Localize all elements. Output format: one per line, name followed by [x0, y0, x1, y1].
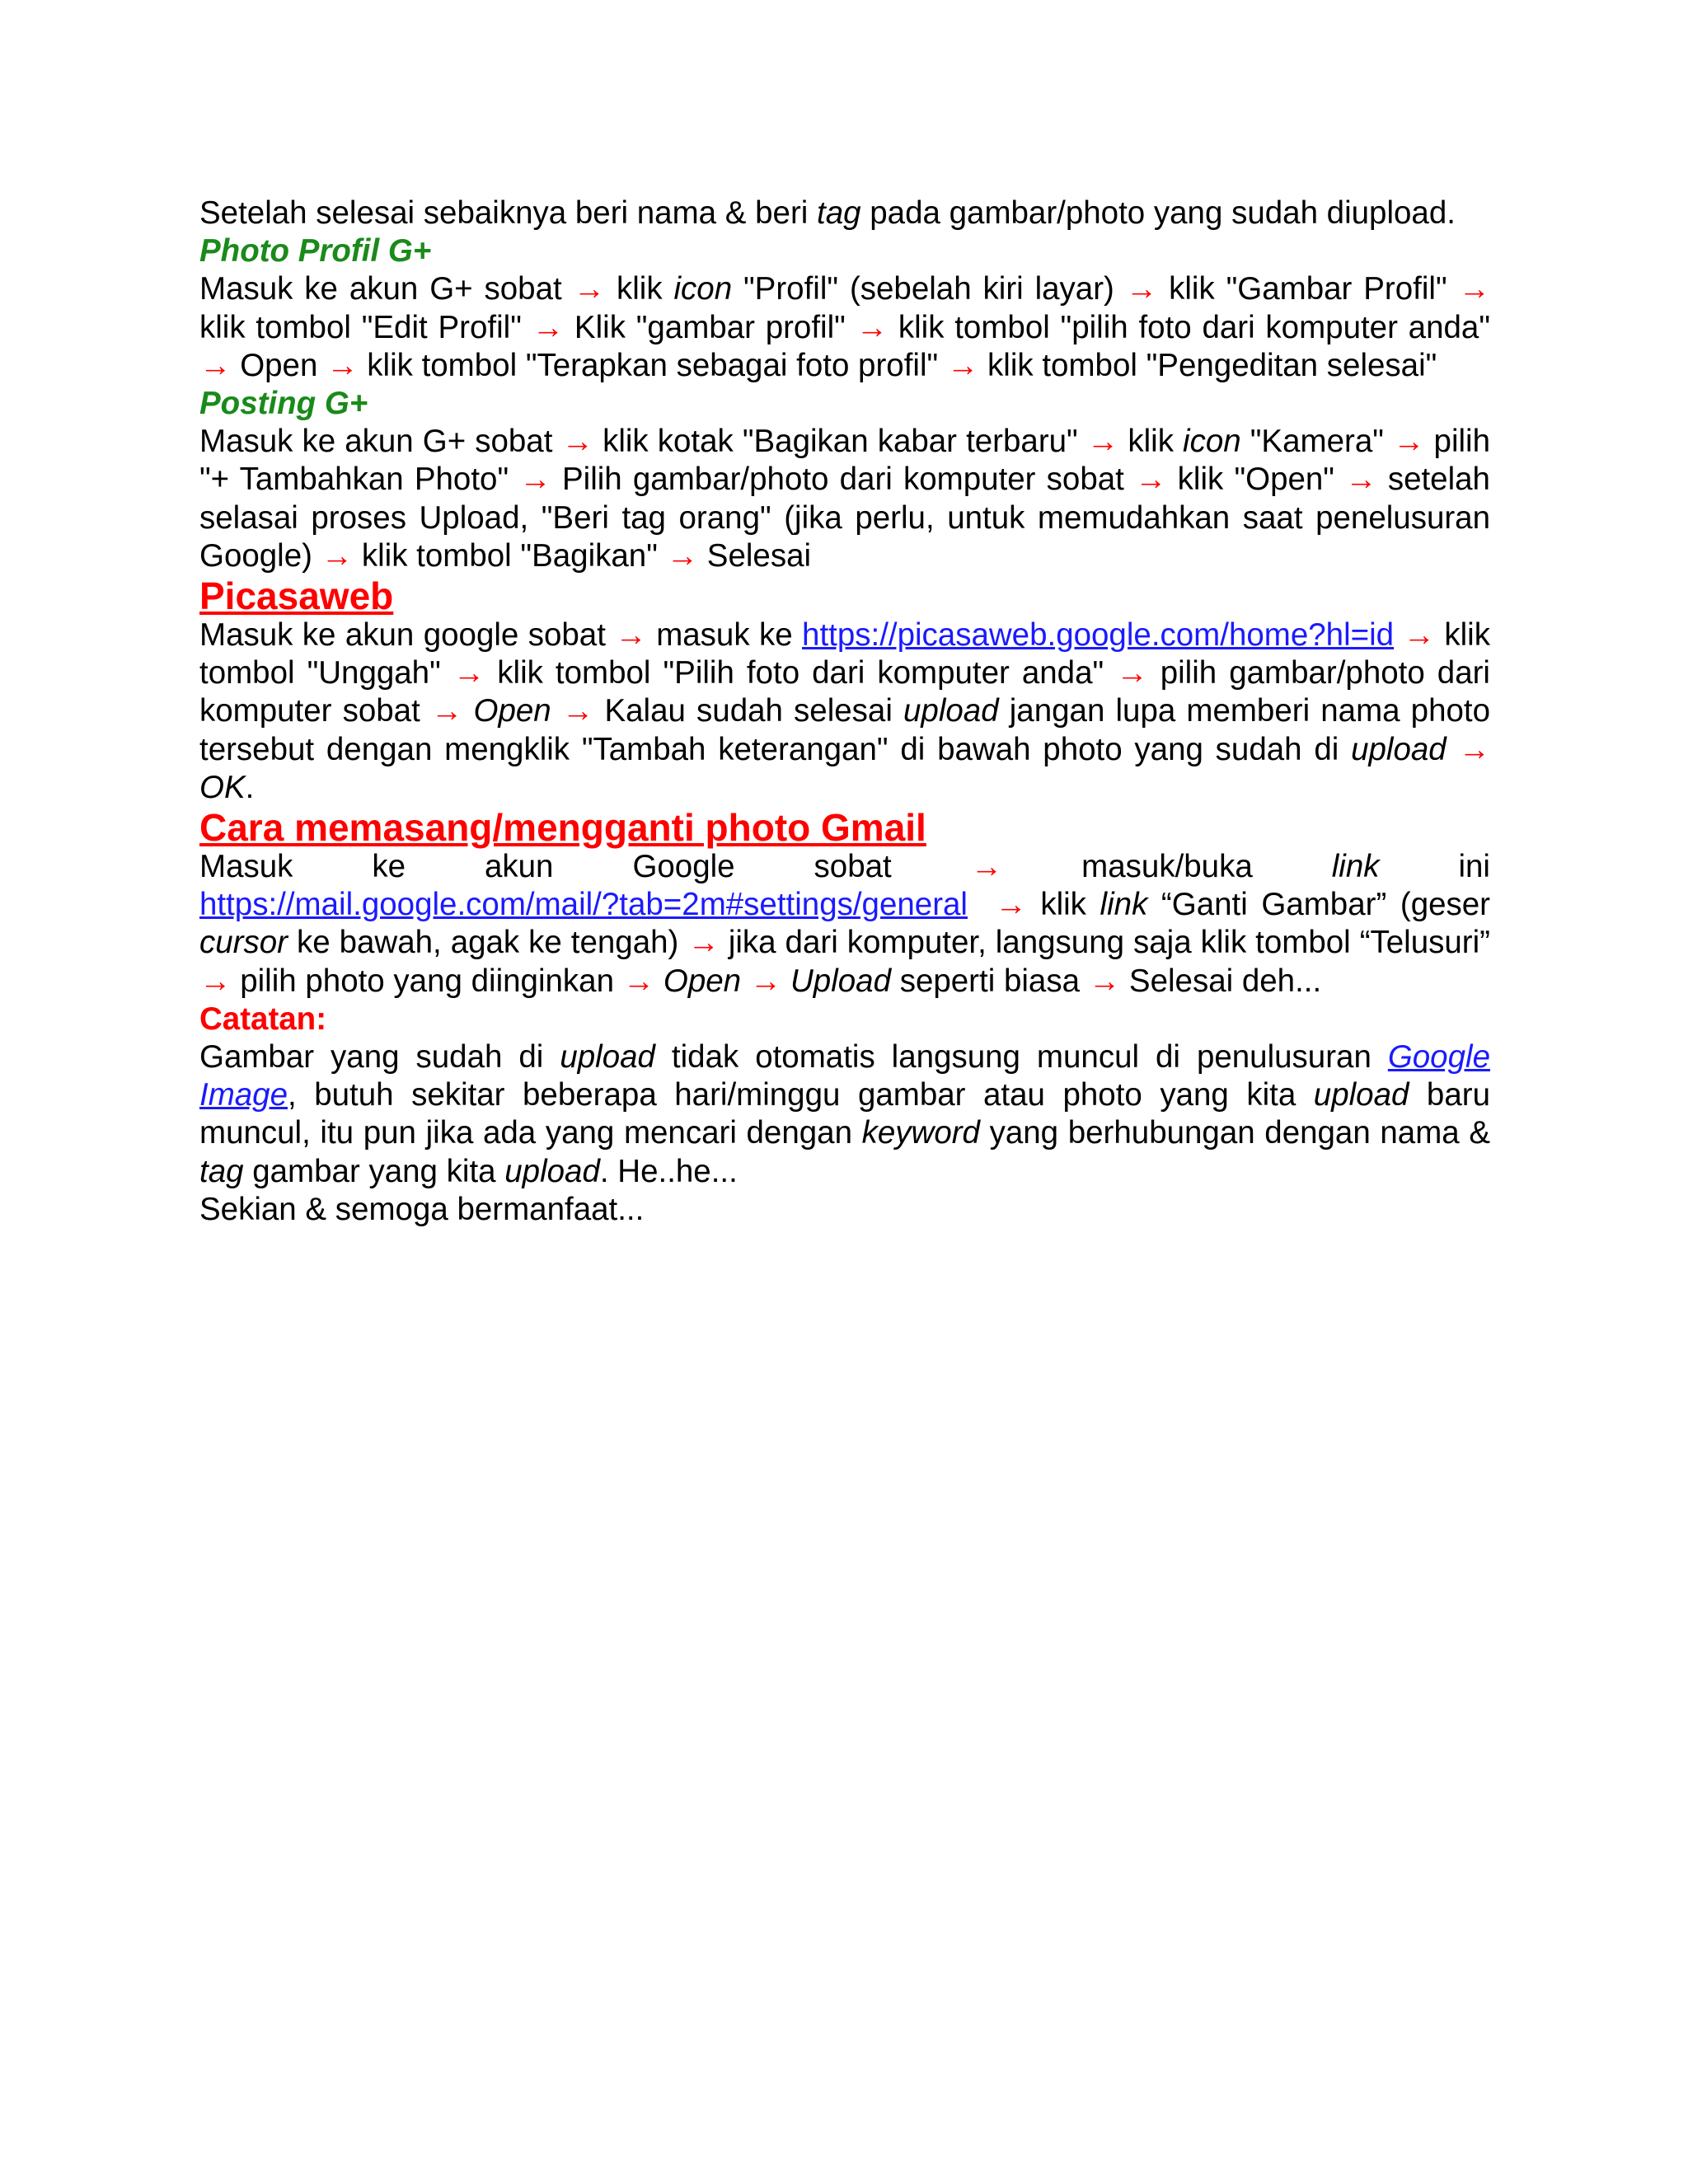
heading-gmail: Cara memasang/mengganti photo Gmail	[199, 806, 926, 850]
closing-line: Sekian & semoga bermanfaat...	[199, 1191, 645, 1227]
intro-paragraph: Setelah selesai sebaiknya beri nama & beri tag pada gambar/photo yang sudah diupload.	[199, 195, 1456, 231]
gmail-paragraph: https://mail.google.com/mail/?tab=2m#settings/general → klik link “Ganti Gambar” (geser cursor ke bawah, agak ke tengah) → jika dari komputer, langsung saja klik tombol “Telusuri” → pilih photo yang diinginkan → Open → Upload seperti biasa → Selesai deh...	[199, 887, 1491, 999]
picasaweb-link[interactable]: https://picasaweb.google.com/home?hl=id	[802, 617, 1395, 654]
catatan-paragraph: Gambar yang sudah di upload tidak otomatis langsung muncul di penulusuran Google Image, butuh sekitar beberapa hari/minggu gambar atau photo yang kita upload baru muncul, itu pun jika ada yang mencari dengan keyword yang berhubungan dengan nama & tag gambar yang kita upload. He..he...	[199, 1039, 1490, 1189]
google-image-link[interactable]: Google Image	[199, 1039, 1490, 1113]
gmail-settings-link[interactable]: https://mail.google.com/mail/?tab=2m#settings/general	[199, 887, 968, 923]
posting-paragraph: Masuk ke akun G+ sobat → klik kotak "Bagikan kabar terbaru" → klik icon "Kamera" → pilih "+ Tambahkan Photo" → Pilih gambar/photo dari komputer sobat → klik "Open" → setelah selasai proses Upload, "Beri tag orang" (jika perlu, untuk memudahkan saat penelusuran Google) → klik tombol "Bagikan" → Selesai	[199, 424, 1491, 574]
heading-catatan: Catatan:	[199, 1001, 327, 1037]
photo-profil-paragraph: Masuk ke akun G+ sobat → klik icon "Profil" (sebelah kiri layar) → klik "Gambar Profil" → klik tombol "Edit Profil" → Klik "gambar profil" → klik tombol "pilih foto dari komputer anda" → Open → klik tombol "Terapkan sebagai foto profil" → klik tombol "Pengeditan selesai"	[199, 271, 1491, 383]
heading-picasaweb: Picasaweb	[199, 574, 394, 618]
gmail-line-1: Masuk ke akun Google sobat → masuk/buka link ini	[199, 849, 1490, 885]
document-body	[199, 194, 1490, 1229]
heading-photo-profil: Photo Profil G+	[199, 233, 432, 269]
picasa-paragraph: Masuk ke akun google sobat → masuk ke https://picasaweb.google.com/home?hl=id → klik tombol "Unggah" → klik tombol "Pilih foto dari komputer anda" → pilih gambar/photo dari komputer sobat → Open → Kalau sudah selesai upload jangan lupa memberi nama photo tersebut dengan mengklik "Tambah keterangan" di bawah photo yang sudah di upload → OK.	[199, 617, 1491, 805]
heading-posting: Posting G+	[199, 386, 368, 422]
